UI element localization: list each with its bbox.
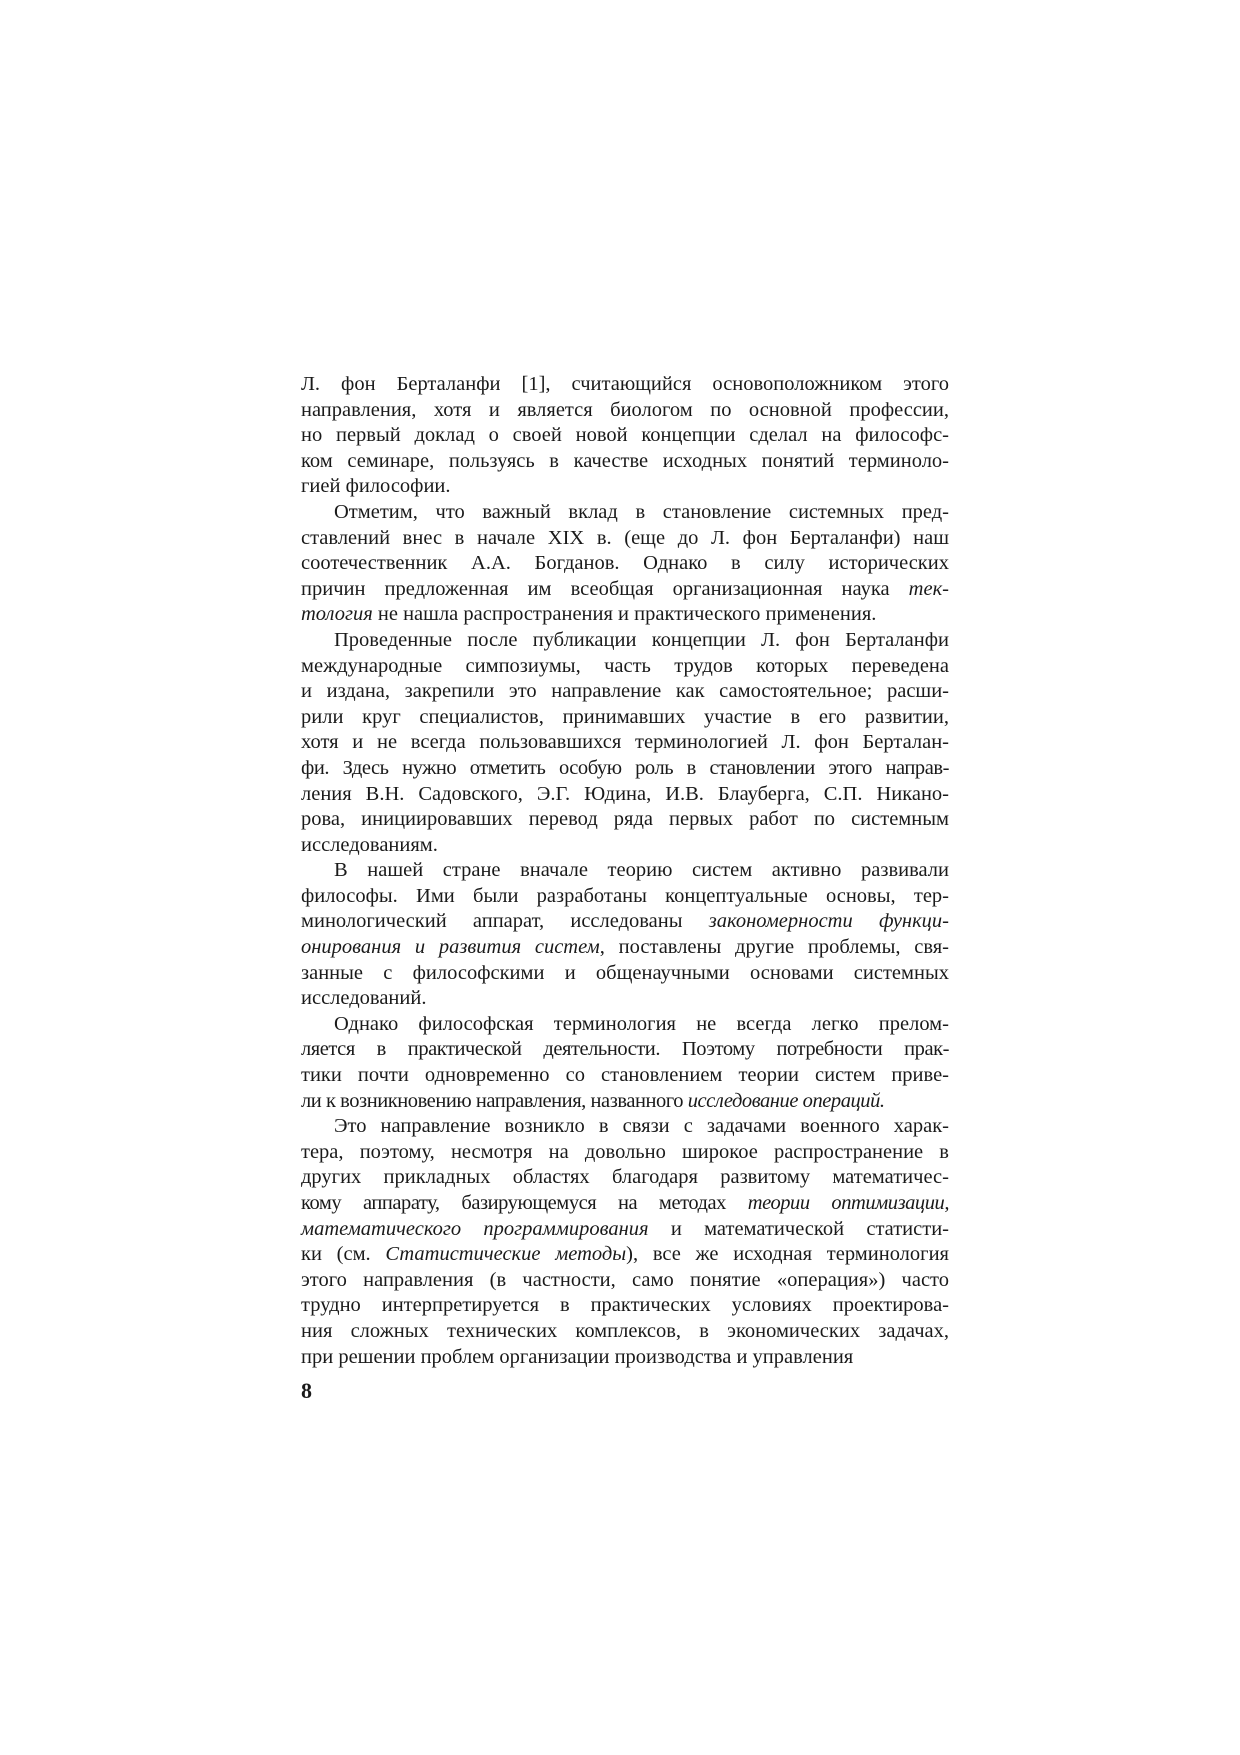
text-line [301,782,949,808]
text-run: не нашла распространения и практического применения. [372,603,877,626]
text-run: других прикладных областях благодаря развитому математичес- [301,1166,949,1189]
text-run: рили круг специалистов, принимавших участие в его развитии, [301,705,949,728]
text-line [301,1217,949,1243]
text-line [301,1293,949,1319]
text-line [301,1319,949,1345]
text-line [301,833,949,859]
text-run: ления В.Н. Садовского, Э.Г. Юдина, И.В. Блауберга, С.П. Никано- [301,782,949,805]
text-line [301,1140,949,1166]
paragraph [301,858,949,1012]
text-run: но первый доклад о своей новой концепции сделал на философс- [301,424,949,447]
text-line [301,602,949,628]
text-line [301,423,949,449]
text-line [301,526,949,552]
text-line [301,628,949,654]
text-run: исследованиям. [301,833,438,856]
text-line [301,577,949,603]
text-line [301,986,949,1012]
text-line [301,1242,949,1268]
text-run: ставлений внес в начале XIX в. (еще до Л. фон Берталанфи) наш [301,526,949,549]
text-run: ), все же исходная терминология [626,1243,949,1266]
italic-term: тек- [908,577,949,600]
text-line [301,1012,949,1038]
text-run: Л. фон Берталанфи [1], считающийся основоположником этого [301,373,949,395]
text-line [301,1089,949,1115]
text-run: трудно интерпретируется в практических условиях проектирова- [301,1294,949,1317]
text-run: ки (см. [301,1243,386,1266]
text-line [301,884,949,910]
text-run: минологический аппарат, исследованы [301,910,709,933]
text-run: философы. Ими были разработаны концептуальные основы, тер- [301,884,949,907]
italic-term: онирования и развития систем [301,936,600,959]
text-run: гией философии. [301,475,451,498]
text-run: В нашей стране вначале теорию систем активно развивали [334,859,949,882]
body-text [301,372,949,1370]
italic-term: теории оптимизации, [747,1192,950,1214]
paragraph [301,500,949,628]
text-run: ния сложных технических комплексов, в экономических задачах, [301,1319,949,1342]
text-run: и математической статисти- [648,1217,950,1240]
text-run: ли к возникновению направления, названного [301,1089,688,1112]
text-run: хотя и не всегда пользовавшихся терминологией Л. фон Берталан- [301,731,949,754]
text-run: при решении проблем организации производства и управления [301,1345,854,1368]
text-line [301,1165,949,1191]
text-line [301,372,949,398]
text-run: тера, поэтому, несмотря на довольно широкое распространение в [301,1140,949,1163]
text-run: Отметим, что важный вклад в становление системных пред- [334,500,949,523]
text-run: этого направления (в частности, само понятие «операция») часто [301,1268,949,1291]
text-run: рова, инициировавших перевод ряда первых работ по системным [301,808,949,831]
text-run: ляется в практической деятельности. Поэтому потребности прак- [301,1038,949,1061]
paragraph [301,628,949,858]
text-run: исследований. [301,987,427,1010]
text-run: Это направление возникло в связи с задачами военного харак- [334,1115,949,1138]
italic-term: закономерности функци- [708,910,950,933]
paragraph [301,1012,949,1114]
text-run: международные симпозиумы, часть трудов которых переведена [301,654,949,677]
text-run: фи. Здесь нужно отметить особую роль в становлении этого направ- [301,756,949,779]
text-line [301,807,949,833]
paragraph [301,1114,949,1370]
text-line [301,1345,949,1371]
text-line [301,551,949,577]
text-run: ком семинаре, пользуясь в качестве исходных понятий терминоло- [301,449,949,472]
text-line [301,654,949,680]
text-run: соотечественник А.А. Богданов. Однако в силу исторических [301,552,949,575]
italic-term: Статистические методы [385,1243,627,1266]
text-run: Проведенные после публикации концепции Л. фон Берталанфи [334,628,949,651]
text-run: тики почти одновременно со становлением теории систем приве- [301,1064,949,1087]
text-line [301,1191,949,1217]
italic-term: математического программирования [301,1217,649,1240]
text-line [301,705,949,731]
text-line [301,961,949,987]
text-line [301,398,949,424]
text-line [301,935,949,961]
text-line [301,449,949,475]
text-line [301,909,949,935]
text-line [301,756,949,782]
text-line [301,1114,949,1140]
paragraph [301,372,949,500]
text-line [301,1063,949,1089]
text-run: и издана, закрепили это направление как самостоятельное; расши- [301,680,949,703]
text-line [301,730,949,756]
text-run: причин предложенная им всеобщая организационная наука [301,577,909,600]
text-run: Однако философская терминология не всегда легко прелом- [334,1012,949,1035]
text-run: занные с философскими и общенаучными основами системных [301,961,949,984]
text-line [301,500,949,526]
page-number: 8 [301,1378,312,1403]
text-line [301,474,949,500]
text-run: кому аппарату, базирующемуся на методах [301,1192,748,1214]
text-run: направления, хотя и является биологом по основной профессии, [301,398,949,421]
italic-term: тология [301,603,373,626]
text-line [301,679,949,705]
text-line [301,858,949,884]
text-run: , поставлены другие проблемы, свя- [599,936,950,959]
italic-term: исследование операций. [687,1089,885,1112]
text-line [301,1037,949,1063]
text-line [301,1268,949,1294]
